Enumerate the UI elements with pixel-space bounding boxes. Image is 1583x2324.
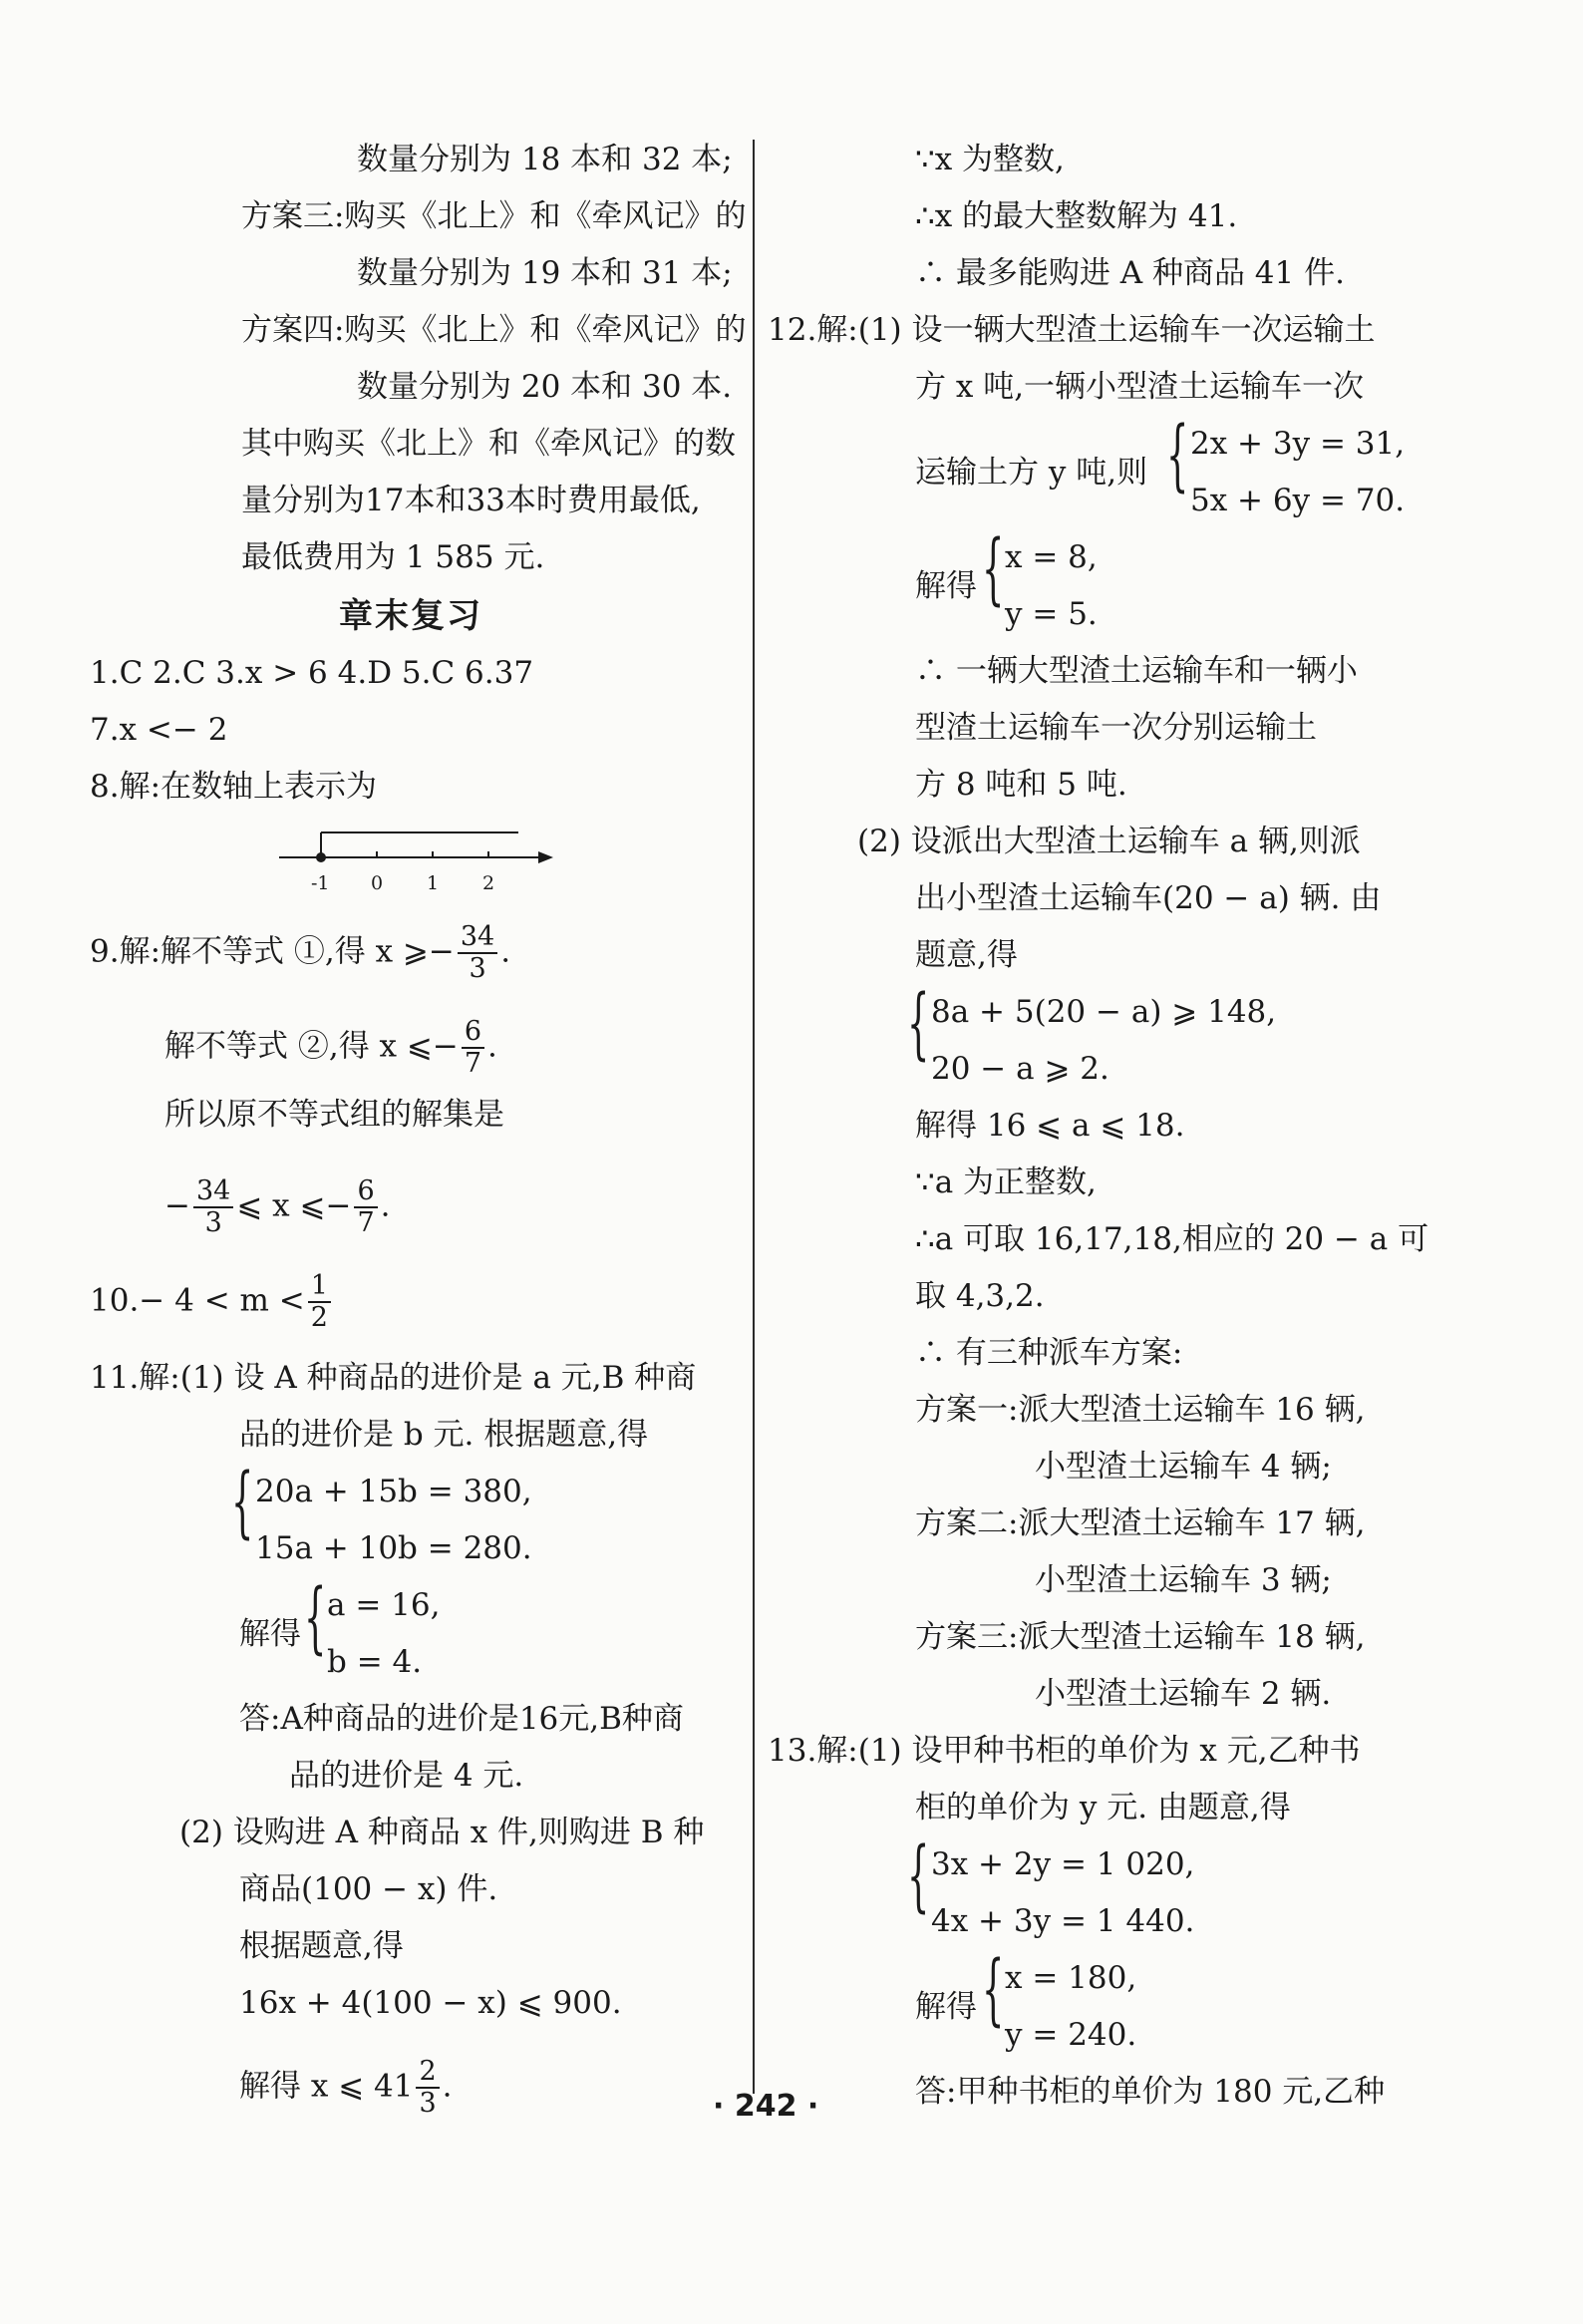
- answer-11-line: 解得 x ⩽ 41 $\frac{2}{3}$ .: [239, 2056, 453, 2119]
- answer-12-line: ∴a 可取 16,17,18,相应的 20 − a 可: [915, 1221, 1429, 1257]
- answer-10: 10.− 4 < m < $\frac{1}{2}$: [90, 1271, 334, 1333]
- answer-12-line: ∴ 有三种派车方案:: [915, 1335, 1183, 1371]
- text-line: ∵x 为整数,: [915, 142, 1065, 177]
- equation: 5x + 6y = 70.: [1190, 483, 1406, 518]
- inequality: 20 − a ⩾ 2.: [931, 1051, 1109, 1087]
- fraction: $\frac{34}{3}$: [193, 1176, 233, 1238]
- system-brace: {: [907, 979, 930, 1069]
- system-brace: {: [231, 1458, 254, 1547]
- section-heading: 章末复习: [339, 596, 482, 636]
- answer-11-line: (2) 设购进 A 种商品 x 件,则购进 B 种: [179, 1815, 705, 1850]
- answer-11-line: 品的进价是 4 元.: [289, 1758, 524, 1794]
- answer-12-line: 12.解:(1) 设一辆大型渣土运输车一次运输土: [768, 312, 1376, 348]
- answer-11-line: 根据题意,得: [239, 1928, 404, 1964]
- column-divider: [753, 140, 755, 2094]
- text-line: 其中购买《北上》和《牵风记》的数: [241, 426, 736, 462]
- answer-12-line: 方 x 吨,一辆小型渣土运输车一次: [915, 369, 1365, 405]
- system-brace: {: [907, 1831, 930, 1921]
- fraction: $\frac{1}{2}$: [308, 1271, 331, 1333]
- fraction: $\frac{6}{7}$: [354, 1176, 377, 1238]
- equation: 20a + 15b = 380,: [255, 1474, 532, 1509]
- answer-13-line: 13.解:(1) 设甲种书柜的单价为 x 元,乙种书: [768, 1733, 1361, 1769]
- text-line: 量分别为17本和33本时费用最低,: [241, 483, 701, 518]
- system-brace: {: [304, 1573, 327, 1663]
- equation: 4x + 3y = 1 440.: [931, 1903, 1195, 1939]
- equation: 2x + 3y = 31,: [1190, 426, 1406, 462]
- answer-12-line: 方案二:派大型渣土运输车 17 辆,: [915, 1505, 1366, 1541]
- page-number: · 242 ·: [713, 2089, 819, 2124]
- answer-12-line: 小型渣土运输车 2 辆.: [1035, 1676, 1332, 1712]
- answer-12-line: 小型渣土运输车 3 辆;: [1035, 1562, 1332, 1598]
- answer-12-line: ∵a 为正整数,: [915, 1164, 1097, 1200]
- fraction: $\frac{6}{7}$: [462, 1017, 484, 1079]
- answer-9-line2: 解不等式 ②,得 x ⩽− $\frac{6}{7}$ .: [164, 1016, 497, 1079]
- tick-label: 1: [427, 872, 440, 894]
- text-line: 方案三:购买《北上》和《牵风记》的: [241, 198, 747, 234]
- equation: x = 8,: [1005, 539, 1098, 575]
- system-brace: {: [982, 524, 1005, 614]
- text-line: ∴ 最多能购进 A 种商品 41 件.: [915, 255, 1345, 291]
- equation: 3x + 2y = 1 020,: [931, 1846, 1195, 1882]
- equation: a = 16,: [327, 1587, 441, 1623]
- answers-1-6: 1.C 2.C 3.x > 6 4.D 5.C 6.37: [90, 655, 534, 691]
- answer-11-line: 商品(100 − x) 件.: [239, 1871, 498, 1907]
- text-line: 数量分别为 20 本和 30 本.: [357, 369, 733, 405]
- answer-12-line: 方案三:派大型渣土运输车 18 辆,: [915, 1619, 1366, 1655]
- answer-9-line4: − $\frac{34}{3}$ ⩽ x ⩽− $\frac{6}{7}$ .: [164, 1175, 391, 1238]
- answer-13-line: 解得: [915, 1989, 977, 2025]
- answer-12-line: 取 4,3,2.: [915, 1278, 1045, 1314]
- equation: x = 180,: [1005, 1960, 1137, 1996]
- answer-9-line3: 所以原不等式组的解集是: [164, 1097, 504, 1133]
- tick-label: 2: [482, 872, 495, 894]
- fraction: $\frac{34}{3}$: [458, 922, 497, 984]
- answer-12-line: 方案一:派大型渣土运输车 16 辆,: [915, 1392, 1366, 1428]
- answer-13-line: 柜的单价为 y 元. 由题意,得: [915, 1790, 1291, 1826]
- answer-11-line: 11.解:(1) 设 A 种商品的进价是 a 元,B 种商: [90, 1360, 697, 1396]
- inequality: 8a + 5(20 − a) ⩾ 148,: [931, 994, 1277, 1030]
- answer-11-line: 答:A种商品的进价是16元,B种商: [239, 1701, 684, 1737]
- text-line: 数量分别为 18 本和 32 本;: [357, 142, 733, 177]
- equation: 15a + 10b = 280.: [255, 1530, 532, 1566]
- answer-13-line: 答:甲种书柜的单价为 180 元,乙种: [915, 2074, 1386, 2110]
- answer-11-line: 品的进价是 b 元. 根据题意,得: [239, 1417, 649, 1453]
- answer-9-line1: 9.解:解不等式 ①,得 x ⩾− $\frac{34}{3}$ .: [90, 921, 511, 984]
- equation: b = 4.: [327, 1644, 423, 1680]
- answer-12-line: 解得: [915, 568, 977, 604]
- answer-12-line: (2) 设派出大型渣土运输车 a 辆,则派: [857, 824, 1361, 859]
- fraction: $\frac{2}{3}$: [416, 2057, 439, 2119]
- answer-12-line: 运输土方 y 吨,则: [915, 455, 1148, 491]
- system-brace: {: [982, 1945, 1005, 2035]
- answer-12-line: 型渣土运输车一次分别运输土: [915, 710, 1317, 746]
- tick-label: -1: [311, 872, 330, 894]
- text-line: 最低费用为 1 585 元.: [241, 539, 545, 575]
- equation: y = 5.: [1005, 596, 1098, 632]
- answer-12-line: 小型渣土运输车 4 辆;: [1035, 1449, 1332, 1485]
- answer-8: 8.解:在数轴上表示为: [90, 769, 378, 805]
- text-line: 方案四:购买《北上》和《牵风记》的: [241, 312, 747, 348]
- answer-12-line: 解得 16 ⩽ a ⩽ 18.: [915, 1108, 1185, 1144]
- system-brace: {: [1166, 411, 1189, 500]
- tick-label: 0: [371, 872, 384, 894]
- answer-12-line: 题意,得: [915, 937, 1018, 973]
- answer-12-line: ∴ 一辆大型渣土运输车和一辆小: [915, 653, 1358, 689]
- equation: y = 240.: [1005, 2017, 1137, 2053]
- number-line: [269, 818, 558, 907]
- answer-12-line: 出小型渣土运输车(20 − a) 辆. 由: [915, 880, 1382, 916]
- answer-12-line: 方 8 吨和 5 吨.: [915, 767, 1127, 803]
- answer-7: 7.x <− 2: [90, 712, 228, 748]
- inequality: 16x + 4(100 − x) ⩽ 900.: [239, 1985, 622, 2021]
- answer-11-line: 解得: [239, 1616, 301, 1652]
- text-line: ∴x 的最大整数解为 41.: [915, 198, 1238, 234]
- text-line: 数量分别为 19 本和 31 本;: [357, 255, 733, 291]
